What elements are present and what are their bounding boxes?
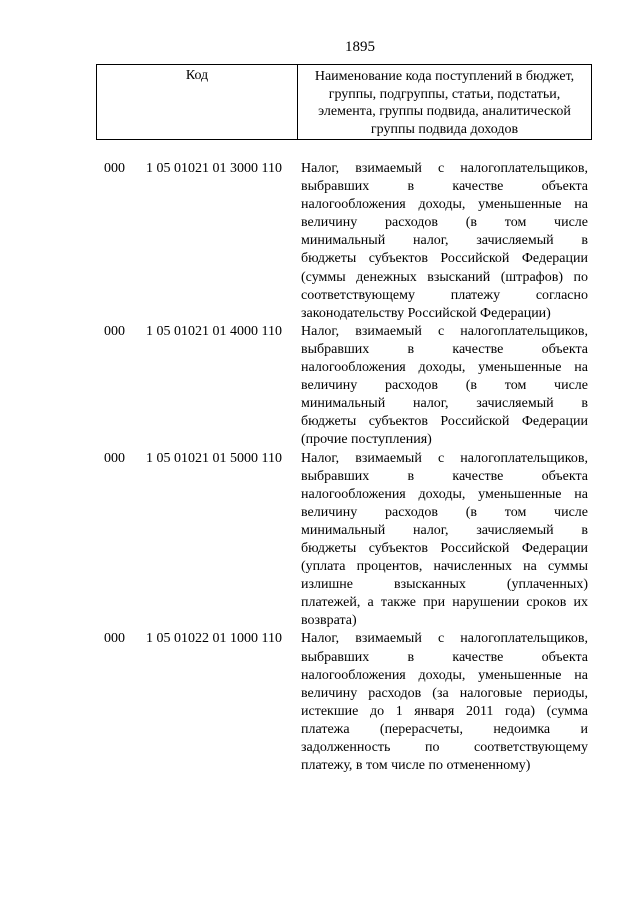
description-line: выбравших в качестве объекта — [301, 468, 588, 484]
administrator-code: 000 — [104, 631, 125, 647]
code-row — [0, 323, 640, 450]
description-line: (суммы денежных взысканий (штрафов) по — [301, 269, 588, 285]
description-line: Налог, взимаемый с налогоплательщиков, — [301, 631, 588, 647]
description-line: выбравших в качестве объекта — [301, 179, 588, 195]
description-line: платежа (перерасчеты, недоимка и — [301, 721, 588, 737]
description-line: налогообложения доходы, уменьшенные на — [301, 667, 588, 683]
description-line: налогообложения доходы, уменьшенные на — [301, 197, 588, 213]
description-line: Налог, взимаемый с налогоплательщиков, — [301, 161, 588, 176]
description-line: минимальный налог, зачисляемый в — [301, 233, 588, 249]
description-line: соответствующему платежу согласно — [301, 287, 588, 303]
header-name-column — [298, 65, 591, 139]
revenue-code: 1 05 01022 01 1000 110 — [146, 631, 282, 647]
description-line: величину расходов (в том числе — [301, 378, 588, 394]
code-row — [0, 450, 640, 631]
revenue-code: 1 05 01021 01 3000 110 — [146, 161, 282, 176]
header-name-line: элемента, группы подвида, аналитической — [318, 104, 571, 119]
code-row — [0, 160, 640, 323]
administrator-code: 000 — [104, 450, 125, 466]
description-line: возврата) — [301, 613, 357, 629]
description-line: бюджеты субъектов Российской Федерации — [301, 414, 588, 430]
revenue-code: 1 05 01021 01 4000 110 — [146, 323, 282, 339]
description-line: минимальный налог, зачисляемый в — [301, 522, 588, 538]
description-line: излишне взысканных (уплаченных) — [301, 577, 588, 593]
description-line: бюджеты субъектов Российской Федерации — [301, 251, 588, 267]
revenue-description — [301, 630, 588, 775]
header-name-line: группы, подгруппы, статьи, подстатьи, — [328, 86, 561, 102]
revenue-code: 1 05 01021 01 5000 110 — [146, 450, 282, 466]
description-line: (прочие поступления) — [301, 432, 432, 448]
revenue-code-list — [0, 160, 640, 775]
description-line: платежу, в том числе по отмененному) — [301, 758, 531, 774]
header-name-line: Наименование кода поступлений в бюджет, — [314, 69, 575, 84]
description-line: минимальный налог, зачисляемый в — [301, 396, 588, 412]
revenue-description — [301, 160, 588, 323]
description-line: платежей, а также при нарушении сроков их — [301, 595, 588, 611]
description-line: величину расходов (за налоговые периоды, — [301, 685, 588, 701]
header-name-line: группы подвида доходов — [370, 121, 519, 137]
description-line: выбравших в качестве объекта — [301, 341, 588, 357]
administrator-code: 000 — [104, 323, 125, 339]
revenue-description — [301, 450, 588, 631]
header-code-column: Код — [97, 65, 298, 139]
table-header — [96, 64, 592, 140]
description-line: величину расходов (в том числе — [301, 504, 588, 520]
description-line: величину расходов (в том числе — [301, 215, 588, 231]
description-line: налогообложения доходы, уменьшенные на — [301, 486, 588, 502]
description-line: законодательству Российской Федерации) — [301, 305, 551, 321]
description-line: истекшие до 1 января 2011 года) (сумма — [301, 703, 588, 719]
code-row — [0, 630, 640, 775]
revenue-description — [301, 323, 588, 450]
description-line: бюджеты субъектов Российской Федерации — [301, 540, 588, 556]
description-line: (уплата процентов, начисленных на суммы — [301, 559, 588, 575]
page-number: 1895 — [345, 39, 375, 55]
description-line: выбравших в качестве объекта — [301, 649, 588, 665]
description-line: задолженность по соответствующему — [301, 740, 588, 755]
description-line: Налог, взимаемый с налогоплательщиков, — [301, 323, 588, 339]
description-line: Налог, взимаемый с налогоплательщиков, — [301, 450, 588, 466]
description-line: налогообложения доходы, уменьшенные на — [301, 360, 588, 376]
administrator-code: 000 — [104, 161, 125, 176]
